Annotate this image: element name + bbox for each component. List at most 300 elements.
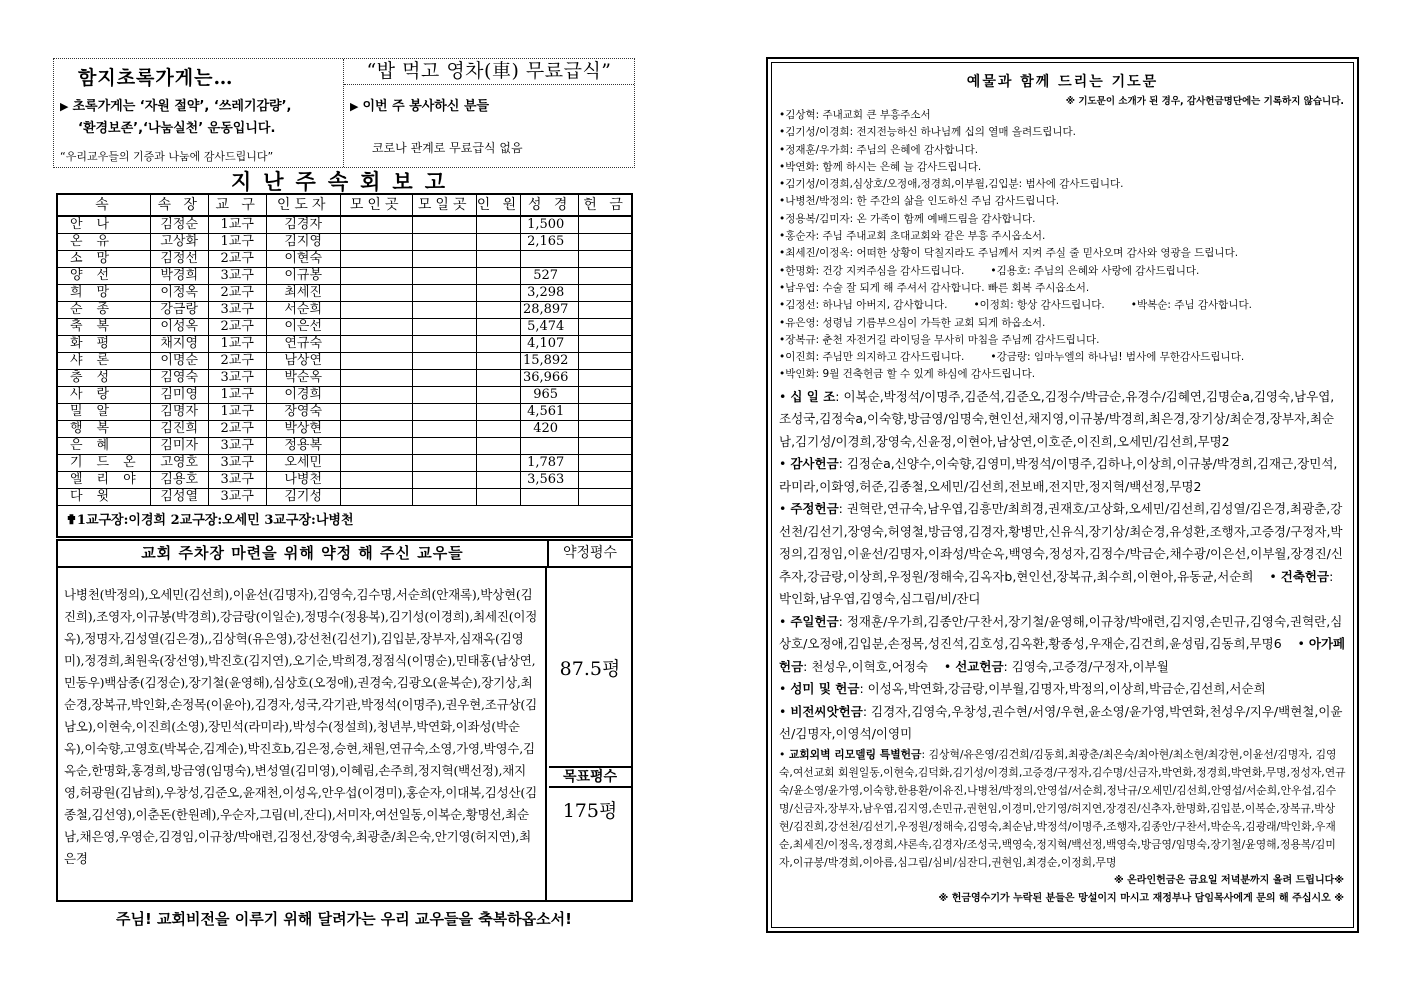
cell-met <box>340 352 412 369</box>
cell-district: 2교구 <box>208 420 266 437</box>
cell-meet <box>412 335 476 352</box>
prayer-text: 정용복/김미자: 온 가족이 함께 예배드림을 감사합니다. <box>785 212 1036 225</box>
cell-leader: 김성열 <box>150 488 208 505</box>
goal-area-value: 175평 <box>562 799 618 822</box>
bullet-icon: • <box>779 501 791 517</box>
cell-leader: 김명자 <box>150 403 208 420</box>
cell-count <box>476 437 521 454</box>
prayer-item <box>779 142 1346 159</box>
attendance-row <box>57 284 632 301</box>
cell-offering <box>579 335 632 352</box>
attendance-header-row <box>57 194 632 216</box>
offering-names: 김영숙,고증경/구정자,이부월 <box>1011 658 1169 674</box>
cell-met <box>340 318 412 335</box>
cell-district: 2교구 <box>208 352 266 369</box>
prayer-text: 김용호: 주님의 은혜와 사랑에 감사드립니다. <box>996 264 1200 277</box>
goal-area-label: 목표평수 <box>549 766 631 788</box>
prayer-text: 이진희: 주님만 의지하고 감사드립니다. <box>785 351 965 364</box>
green-store-line-1: ▶ 초록가게는 ‘자원 절약’, ‘쓰레기감량’, <box>60 99 292 114</box>
cell-group: 다윗 <box>57 488 150 505</box>
cell-guide: 오세민 <box>266 454 340 471</box>
cell-district: 2교구 <box>208 318 266 335</box>
column-header: 속 <box>57 194 150 216</box>
blessing-prayer: 주님! 교회비전을 이루기 위해 달려가는 우리 교우들을 축복하옵소서! <box>116 910 572 928</box>
parking-donor-list: 나병천(박정의),오세민(김선희),이윤선(김명자),김영숙,김수명,서순희(안재록),박상현(김진희),조영자,이규봉(박경희),강금랑(이일순),정명수(정용복),김기성(이경희),최세진(이정옥),정명자,김성열(김은경),,김상혁(유은영),강선천(김선기),김입분,장부자,심재옥(김영미),정경희,최원욱(장선영),박진호(김지연),오기순,박희경,정점식(이명순),민태홍(남상연,민동우)백삼종(김정순),장기철(윤영해),심상호(오정애),권경숙,김광오(윤복순),장기상,최순경,장복규,박인화,손정목(이윤아),김경자,성국,각기관,박정석(이명주),권우현,조규상(김남오),이현숙,이진희(소영),장민석(라미라),박성수(정설희),청년부,박연화,이좌성(박순옥),이숙향,고영호(박복순,김계순),박진호b,김은정,승현,채원,연규숙,소영,가영,박영수,김옥순,한명화,홍경희,방금영(임명숙),변성열(김미영),이혜림,손주희,정지혁(백선정),채지영,허광원(김남희),우창성,김준오,윤재천,이성옥,안우섭(이경미),홍순자,이대복,김성산(김종철,김선영),이춘돈(한원례),우순자,그림(비,잔디),서미자,여선일동,이복순,황명선,최순남,채은영,우영순,김경임,이규창/박애련,김정선,장영숙,최광춘/최은숙,안기영(허지연),최은경 <box>58 568 547 900</box>
offering-group: • 선교헌금: 김영숙,고증경/구정자,이부월 <box>927 658 1169 674</box>
offering-label: 선교헌금 <box>955 658 1004 674</box>
cell-guide: 최세진 <box>266 284 340 301</box>
green-store-thanks: “우리교우들의 기증과 나눔에 감사드립니다” <box>60 150 274 163</box>
cell-meet <box>412 216 476 233</box>
prayer-title: 예물과 함께 드리는 기도문 <box>966 74 1159 90</box>
cell-district: 3교구 <box>208 471 266 488</box>
cell-leader: 채지영 <box>150 335 208 352</box>
cell-leader: 박경희 <box>150 267 208 284</box>
cell-met <box>340 267 412 284</box>
offering-names: 천성우,이혁호,어정숙 <box>811 658 928 674</box>
cell-count <box>476 301 521 318</box>
cell-met <box>340 335 412 352</box>
bullet-icon: • <box>973 299 980 312</box>
cell-district: 3교구 <box>208 454 266 471</box>
cell-offering <box>579 267 632 284</box>
cell-group: 안나 <box>57 216 150 233</box>
cell-meet <box>412 386 476 403</box>
bullet-icon: • <box>779 126 786 139</box>
bullet-icon: • <box>779 368 786 381</box>
prayer-item <box>779 245 1346 262</box>
prayer-item <box>779 332 1346 349</box>
offering-group: • 비전씨앗헌금: 김경자,김영숙,우창성,권수현/서영/우현,윤소영/윤가영,박연화,천성우/지우/백현철,이윤선/김명자,이영석/이영미 <box>779 703 1343 742</box>
bullet-icon: • <box>779 143 786 156</box>
column-header: 인도자 <box>266 194 340 216</box>
cell-guide: 이은선 <box>266 318 340 335</box>
cell-met <box>340 250 412 267</box>
column-header: 헌 금 <box>579 194 632 216</box>
bullet-icon: • <box>779 316 786 329</box>
cell-offering <box>579 454 632 471</box>
cell-group: 엘리야 <box>57 471 150 488</box>
special-offering: • 교회외벽 리모델링 특별헌금: 김상혁/유은영/김건희/김동희,최광춘/최은숙/최아현/최소현/최강현,이윤선/김명자, 김영숙,여선교회 회원일동,이현숙,김덕화,김기성/이경희,고증경/구정자,김수명/신금자,박연화,정경희,박연화,무명,정성자,연규숙/윤소영/윤가영,이숙향,한용환/이유진,나병천/박정의,안영섭/서순희,정낙규/오세민/김선희,안영섭/서순희,안우섭,김수명/신금자,장부자,남우엽,김지영,손민규,권현임,이경미,안기영/허지연,장경진/신추자,한명화,김입분,이복순,장복규,박상현/김진희,강선천/김선기,우정원/정해숙,김영숙,최순남,박정석/이명주,조행자,김종안/구찬서,박순옥,김광래/박인화,우재순,최세진/이정옥,정경희,샤론속,김경자/조성국,백영숙,정지혁/백선정,백영숙,방금영/임명숙,장기철/윤영해,정용복/김미자,이규봉/박경희,이아름,심그림/심비/심잔디,권현임,최경순,이정희,무명 <box>779 747 1346 869</box>
cell-leader: 이성옥 <box>150 318 208 335</box>
attendance-row <box>57 352 632 369</box>
offering-label: 십 일 조 <box>790 388 836 404</box>
cell-leader: 김미자 <box>150 437 208 454</box>
district-leaders: ✟1교구장:이경희 2교구장:오세민 3교구장:나병천 <box>57 505 632 537</box>
cell-met <box>340 284 412 301</box>
bullet-icon: • <box>927 658 956 674</box>
prayer-list <box>779 107 1346 384</box>
offering-group: • 아가페헌금: 천성우,이혁호,어정숙 <box>779 636 1346 674</box>
cell-offering <box>579 233 632 250</box>
offering-group: • 건축헌금: 박인화,남우엽,김영숙,심그림/비/잔디 <box>779 568 1334 607</box>
cell-leader: 고영호 <box>150 454 208 471</box>
free-meal-volunteers-heading: ▶ 이번 주 봉사하신 분들 <box>350 99 490 114</box>
cell-count <box>476 335 521 352</box>
prayer-text: 김기성/이경희: 전지전능하신 하나님께 십의 열매 올려드립니다. <box>785 126 1077 139</box>
bullet-icon: • <box>779 160 786 173</box>
cell-guide: 김지영 <box>266 233 340 250</box>
column-header: 모일곳 <box>412 194 476 216</box>
cell-meet <box>412 454 476 471</box>
cell-count <box>476 420 521 437</box>
prayer-text: 박연화: 함께 하시는 은혜 늘 감사드립니다. <box>785 160 982 173</box>
prayer-text: 홍순자: 주님 주내교회 초대교회와 같은 부흥 주시옵소서. <box>785 230 1046 243</box>
cell-met <box>340 233 412 250</box>
cell-offering <box>579 369 632 386</box>
bullet-icon: • <box>779 613 791 629</box>
pledge-area-value: 87.5평 <box>559 657 621 680</box>
prayer-text: 박인화: 9월 건축헌금 할 수 있게 하심에 감사드립니다. <box>785 368 1036 381</box>
cell-district: 2교구 <box>208 284 266 301</box>
attendance-row <box>57 233 632 250</box>
cell-count <box>476 267 521 284</box>
column-header: 교 구 <box>208 194 266 216</box>
attendance-row <box>57 403 632 420</box>
triangle-right-icon: ▶ <box>60 100 69 113</box>
prayer-item <box>779 193 1346 210</box>
bullet-icon: • <box>779 351 786 364</box>
cell-group: 충성 <box>57 369 150 386</box>
parking-title: 교회 주차장 마련을 위해 약정 해 주신 교우들 <box>141 544 464 562</box>
cell-group: 샤론 <box>57 352 150 369</box>
offering-label: 성미 및 헌금 <box>790 681 860 697</box>
cell-meet <box>412 369 476 386</box>
prayer-item <box>779 366 1346 383</box>
attendance-row <box>57 471 632 488</box>
attendance-row <box>57 369 632 386</box>
cell-bible: 28,897 <box>521 301 579 318</box>
offering-label: 비전씨앗헌금 <box>790 703 863 719</box>
cell-offering <box>579 386 632 403</box>
cell-met <box>340 454 412 471</box>
cell-guide: 이규봉 <box>266 267 340 284</box>
column-header: 속 장 <box>150 194 208 216</box>
cell-count <box>476 488 521 505</box>
bullet-icon: • <box>990 264 997 277</box>
cell-leader: 김영숙 <box>150 369 208 386</box>
cell-group: 소망 <box>57 250 150 267</box>
cell-bible: 1,500 <box>521 216 579 233</box>
cell-group: 양선 <box>57 267 150 284</box>
offering-group: • 성미 및 헌금: 이성옥,박연화,강금랑,이부월,김명자,박정의,이상희,박금순,김선희,서순희 <box>779 681 1266 697</box>
offering-label: 주정헌금 <box>790 501 839 517</box>
cell-meet <box>412 318 476 335</box>
cell-guide: 장영숙 <box>266 403 340 420</box>
cell-count <box>476 454 521 471</box>
special-offering-label: 교회외벽 리모델링 특별헌금 <box>788 747 922 761</box>
bullet-icon: • <box>779 195 786 208</box>
cell-guide: 서순희 <box>266 301 340 318</box>
cell-offering <box>579 488 632 505</box>
free-meal-status: 코로나 관계로 무료급식 없음 <box>372 141 523 155</box>
prayer-item <box>779 349 1346 366</box>
cell-count <box>476 471 521 488</box>
prayer-item <box>779 159 1346 176</box>
cell-bible: 527 <box>521 267 579 284</box>
cell-bible: 36,966 <box>521 369 579 386</box>
prayer-text: 이정희: 항상 감사드립니다. <box>979 299 1105 312</box>
cell-leader: 김용호 <box>150 471 208 488</box>
bullet-icon: • <box>779 333 786 346</box>
attendance-row <box>57 216 632 233</box>
cell-count <box>476 233 521 250</box>
cell-leader: 강금랑 <box>150 301 208 318</box>
parking-pledge-box <box>56 539 633 902</box>
prayer-text: 김상혁: 주내교회 큰 부흥주소서 <box>785 109 931 121</box>
prayer-text: 정재훈/우가희: 주님의 은혜에 감사합니다. <box>785 143 979 156</box>
bullet-icon: • <box>990 351 997 364</box>
offering-names: 김경자,김영숙,우창성,권수현/서영/우현,윤소영/윤가영,박연화,천성우/지우/백현철,이윤선/김명자,이영석/이영미 <box>779 703 1343 742</box>
cell-meet <box>412 301 476 318</box>
cell-met <box>340 369 412 386</box>
cell-group: 밀알 <box>57 403 150 420</box>
cell-bible: 1,787 <box>521 454 579 471</box>
offering-names: 이복순,박정석/이명주,김준석,김준오,김정수/박금순,유경수/김혜연,김명순a,김영숙,남우엽,조성국,김정숙a,이숙향,방금영/임명숙,현인선,채지영,이규봉/박경희,최은경,장기상/최순경,장부자,최순남,김기성/이경희,장영숙,신윤정,이현아,남상연,이호준,이진희,오세민/김선희,무명2 <box>779 388 1335 449</box>
bullet-icon: • <box>779 212 786 225</box>
cell-meet <box>412 352 476 369</box>
cell-leader: 김미영 <box>150 386 208 403</box>
cell-met <box>340 386 412 403</box>
cell-met <box>340 420 412 437</box>
prayer-text: 김정선: 하나님 아버지, 감사합니다. <box>785 299 948 312</box>
cell-district: 1교구 <box>208 403 266 420</box>
cell-district: 3교구 <box>208 488 266 505</box>
parking-header <box>58 541 631 568</box>
cell-bible: 3,298 <box>521 284 579 301</box>
bullet-icon: • <box>1130 299 1137 312</box>
cell-offering <box>579 403 632 420</box>
cell-district: 1교구 <box>208 216 266 233</box>
prayer-text: 박복순: 주님 감사합니다. <box>1136 299 1252 312</box>
attendance-row <box>57 267 632 284</box>
cell-count <box>476 352 521 369</box>
offering-label: 건축헌금 <box>1280 568 1330 584</box>
offering-names: 권혁란,연규숙,남우엽,김흥만/최희경,권재호/고상화,오세민/김선희,김성열/김은경,최광춘,강선천/김선기,장영숙,허영철,방금영,김경자,황병만,신유식,장기상/최순경,유성환,조행자,고증경/구정자,박정의,김정임,이윤선/김명자,이좌성/박순옥,백영숙,정성자,김정수/박금순,채수광/이은선,이부월,장경진/신추자,강금랑,이상희,우정원/정해숙,김옥자b,현인선,장복규,최수희,이현아,유동균,서순희 <box>779 501 1343 584</box>
cell-meet <box>412 403 476 420</box>
prayer-item <box>779 280 1346 297</box>
prayer-text: 남우엽: 수술 잘 되게 해 주셔서 감사합니다. 빠른 회복 주시옵소서. <box>785 281 1090 294</box>
left-top-box <box>53 58 635 168</box>
offering-label: 감사헌금 <box>790 456 839 472</box>
prayer-item <box>779 315 1346 332</box>
bullet-icon: • <box>779 178 786 191</box>
green-store-section <box>54 59 344 167</box>
attendance-row <box>57 437 632 454</box>
attendance-row <box>57 250 632 267</box>
bullet-icon: • <box>779 264 786 277</box>
attendance-footer-row <box>57 505 632 537</box>
prayer-text: 나병천/박정의: 한 주간의 삶을 인도하신 주님 감사드립니다. <box>785 195 1060 208</box>
cell-leader: 이명순 <box>150 352 208 369</box>
bullet-icon: • <box>779 681 791 697</box>
cell-offering <box>579 471 632 488</box>
bullet-icon: • <box>779 109 786 121</box>
cell-offering <box>579 420 632 437</box>
prayer-text: 유은영: 성령님 기름부으심이 가득한 교회 되게 하옵소서. <box>785 316 1046 329</box>
cell-leader: 김진희 <box>150 420 208 437</box>
cell-met <box>340 437 412 454</box>
prayer-item <box>779 124 1346 141</box>
bullet-icon: • <box>779 281 786 294</box>
prayer-text: 장복규: 춘천 자전거길 라이딩을 무사히 마침을 주님께 감사드립니다. <box>785 333 1100 346</box>
prayer-text: 강금랑: 임마누엘의 하나님! 범사에 무한감사드립니다. <box>996 351 1245 364</box>
cell-district: 3교구 <box>208 437 266 454</box>
prayer-item <box>779 263 1346 280</box>
green-store-title: 함지초록가게는… <box>78 67 234 89</box>
cell-bible: 420 <box>521 420 579 437</box>
cell-meet <box>412 250 476 267</box>
attendance-row <box>57 301 632 318</box>
attendance-row <box>57 335 632 352</box>
cell-district: 1교구 <box>208 386 266 403</box>
cell-meet <box>412 488 476 505</box>
cell-count <box>476 318 521 335</box>
cell-group: 순종 <box>57 301 150 318</box>
prayer-item <box>779 228 1346 245</box>
cell-leader: 이정옥 <box>150 284 208 301</box>
bullet-icon: • <box>779 388 791 404</box>
attendance-body <box>57 216 632 505</box>
offering-group: • 감사헌금: 김정순a,신양수,이숙향,김영미,박정석/이명주,김하나,이상희,이규봉/박경희,김재근,장민석,라미라,이화영,허준,김종철,오세민/김선희,전보배,전지만,정지혁/백선정,무명2 <box>779 456 1338 494</box>
cell-count <box>476 369 521 386</box>
cell-bible <box>521 437 579 454</box>
cell-district: 1교구 <box>208 233 266 250</box>
cell-met <box>340 301 412 318</box>
cell-meet <box>412 471 476 488</box>
cell-group: 온유 <box>57 233 150 250</box>
offering-list <box>779 386 1346 746</box>
offering-names: 김정순a,신양수,이숙향,김영미,박정석/이명주,김하나,이상희,이규봉/박경희,김재근,장민석,라미라,이화영,허준,김종철,오세민/김선희,전보배,전지만,정지혁/백선정,무명2 <box>779 456 1338 494</box>
cell-guide: 정용복 <box>266 437 340 454</box>
cell-bible: 15,892 <box>521 352 579 369</box>
attendance-row <box>57 318 632 335</box>
bullet-icon: • <box>779 299 786 312</box>
cell-district: 2교구 <box>208 250 266 267</box>
receipt-note: ※ 헌금영수기가 누락된 분들은 망설이지 마시고 재정부나 담임목사에게 문의 해 주십시오 ※ <box>938 892 1344 904</box>
cell-meet <box>412 233 476 250</box>
cell-bible: 2,165 <box>521 233 579 250</box>
special-offering-names: 김상혁/유은영/김건희/김동희,최광춘/최은숙/최아현/최소현/최강현,이윤선/김명자, 김영숙,여선교회 회원일동,이현숙,김덕화,김기성/이경희,고증경/구정자,김수명/신금자,박연화,정경희,박연화,무명,정성자,연규숙/윤소영/윤가영,이숙향,한용환/이유진,나병천/박정의,안영섭/서순희,정낙규/오세민/김선희,안영섭/서순희,안우섭,김수명/신금자,장부자,남우엽,김지영,손민규,권현임,이경미,안기영/허지연,장경진/신추자,한명화,김입분,이복순,장복규,박상현/김진희,강선천/김선기,우정원/정해숙,김영숙,최순남,박정석/이명주,조행자,김종안/구찬서,박순옥,김광래/박인화,우재순,최세진/이정옥,정경희,샤론속,김경자/조성국,백영숙,정지혁/백선정,백영숙,방금영/임명숙,장기철/윤영해,정용복/김미자,이규봉/박경희,이아름,심그림/심비/심잔디,권현임,최경순,이정희,무명 <box>779 747 1346 869</box>
cell-guide: 김기성 <box>266 488 340 505</box>
prayer-text: 최세진/이정옥: 어떠한 상황이 닥칠지라도 주님께서 지켜 주실 줄 믿사오며 감사와 영광을 드립니다. <box>785 247 1239 260</box>
cell-meet <box>412 267 476 284</box>
cell-meet <box>412 420 476 437</box>
cell-met <box>340 488 412 505</box>
cell-guide: 이경희 <box>266 386 340 403</box>
cell-district: 3교구 <box>208 301 266 318</box>
cell-district: 3교구 <box>208 369 266 386</box>
cell-offering <box>579 284 632 301</box>
cell-district: 1교구 <box>208 335 266 352</box>
cell-bible: 3,563 <box>521 471 579 488</box>
cell-group: 희망 <box>57 284 150 301</box>
offering-names: 이성옥,박연화,강금랑,이부월,김명자,박정의,이상희,박금순,김선희,서순희 <box>867 681 1266 697</box>
offering-label: 아가페헌금 <box>779 636 1346 674</box>
cell-count <box>476 403 521 420</box>
cell-guide: 박상현 <box>266 420 340 437</box>
attendance-table <box>56 193 633 538</box>
column-header: 모인곳 <box>340 194 412 216</box>
offering-prayer-page <box>766 57 1359 933</box>
offering-prayer-inner <box>771 62 1354 928</box>
cell-meet <box>412 437 476 454</box>
cell-group: 축복 <box>57 318 150 335</box>
green-store-line-2: ‘환경보존’,‘나눔실천’ 운동입니다. <box>78 121 276 136</box>
cell-bible: 4,561 <box>521 403 579 420</box>
cell-group: 은혜 <box>57 437 150 454</box>
bullet-icon: • <box>1281 636 1309 652</box>
cell-group: 사랑 <box>57 386 150 403</box>
cell-group: 화평 <box>57 335 150 352</box>
cell-offering <box>579 437 632 454</box>
cell-count <box>476 386 521 403</box>
cell-met <box>340 471 412 488</box>
cell-leader: 김정순 <box>150 216 208 233</box>
cell-met <box>340 216 412 233</box>
cell-bible: 5,474 <box>521 318 579 335</box>
cell-guide: 박순옥 <box>266 369 340 386</box>
cell-bible: 4,107 <box>521 335 579 352</box>
cell-group: 행복 <box>57 420 150 437</box>
cell-met <box>340 403 412 420</box>
cell-guide: 남상연 <box>266 352 340 369</box>
cell-guide: 연규숙 <box>266 335 340 352</box>
cell-bible <box>521 250 579 267</box>
column-header: 성 경 <box>521 194 579 216</box>
attendance-row <box>57 420 632 437</box>
triangle-right-icon: ▶ <box>350 100 359 113</box>
attendance-row <box>57 488 632 505</box>
prayer-item <box>779 211 1346 228</box>
cell-bible: 965 <box>521 386 579 403</box>
offering-group: • 주정헌금: 권혁란,연규숙,남우엽,김흥만/최희경,권재호/고상화,오세민/김선희,김성열/김은경,최광춘,강선천/김선기,장영숙,허영철,방금영,김경자,황병만,신유식,장기상/최순경,유성환,조행자,고증경/구정자,박정의,김정임,이윤선/김명자,이좌성/박순옥,백영숙,정성자,김정수/박금순,채수광/이은선,이부월,장경진/신추자,강금랑,이상희,우정원/정해숙,김옥자b,현인선,장복규,최수희,이현아,유동균,서순희 <box>779 501 1343 584</box>
cell-offering <box>579 301 632 318</box>
free-meal-title: “밥 먹고 영차(車) 무료급식” <box>344 59 634 85</box>
cell-bible <box>521 488 579 505</box>
offering-group: • 주일헌금: 정재훈/우가희,김종안/구찬서,장기철/윤영해,이규창/박애련,김지영,손민규,김영숙,권혁란,심상호/오정애,김입분,손정목,성진석,김호성,김옥환,황종성,우재순,김건희,윤성림,김동희,무명6 <box>779 613 1343 652</box>
prayer-note: ※ 기도문이 소개가 된 경우, 감사헌금명단에는 기록하지 않습니다. <box>1065 96 1344 107</box>
prayer-item <box>779 297 1346 314</box>
offering-group: • 십 일 조: 이복순,박정석/이명주,김준석,김준오,김정수/박금순,유경수/김혜연,김명순a,김영숙,남우엽,조성국,김정숙a,이숙향,방금영/임명숙,현인선,채지영,이규봉/박경희,최은경,장기상/최순경,장부자,최순남,김기성/이경희,장영숙,신윤정,이현아,남상연,이호준,이진희,오세민/김선희,무명2 <box>779 388 1335 449</box>
free-meal-section <box>344 59 634 167</box>
cell-group: 기드온 <box>57 454 150 471</box>
cell-count <box>476 250 521 267</box>
cell-guide: 이현숙 <box>266 250 340 267</box>
cell-district: 3교구 <box>208 267 266 284</box>
bullet-icon: • <box>779 456 791 472</box>
bullet-icon: • <box>1253 568 1281 584</box>
offering-names: 정재훈/우가희,김종안/구찬서,장기철/윤영해,이규창/박애련,김지영,손민규,김영숙,권혁란,심상호/오정애,김입분,손정목,성진석,김호성,김옥환,황종성,우재순,김건희,윤성림,김동희,무명6 <box>779 613 1343 652</box>
cell-guide: 나병천 <box>266 471 340 488</box>
prayer-item <box>779 176 1346 193</box>
cell-count <box>476 284 521 301</box>
pledge-area-label: 약정평수 <box>547 541 631 566</box>
prayer-text: 김기성/이경희,심상호/오정애,정경희,이부월,김입분: 범사에 감사드립니다. <box>785 178 1124 191</box>
bullet-icon: • <box>779 703 791 719</box>
offering-label: 주일헌금 <box>790 613 839 629</box>
column-header: 인 원 <box>476 194 521 216</box>
offering-names: 박인화,남우엽,김영숙,심그림/비/잔디 <box>779 591 981 607</box>
prayer-item <box>779 107 1346 124</box>
cell-leader: 김정선 <box>150 250 208 267</box>
online-offering-note: ※ 온라인헌금은 금요일 저녁분까지 올려 드립니다※ <box>1113 874 1344 886</box>
attendance-row <box>57 454 632 471</box>
cell-guide: 김경자 <box>266 216 340 233</box>
cell-meet <box>412 284 476 301</box>
cell-leader: 고상화 <box>150 233 208 250</box>
cell-offering <box>579 216 632 233</box>
